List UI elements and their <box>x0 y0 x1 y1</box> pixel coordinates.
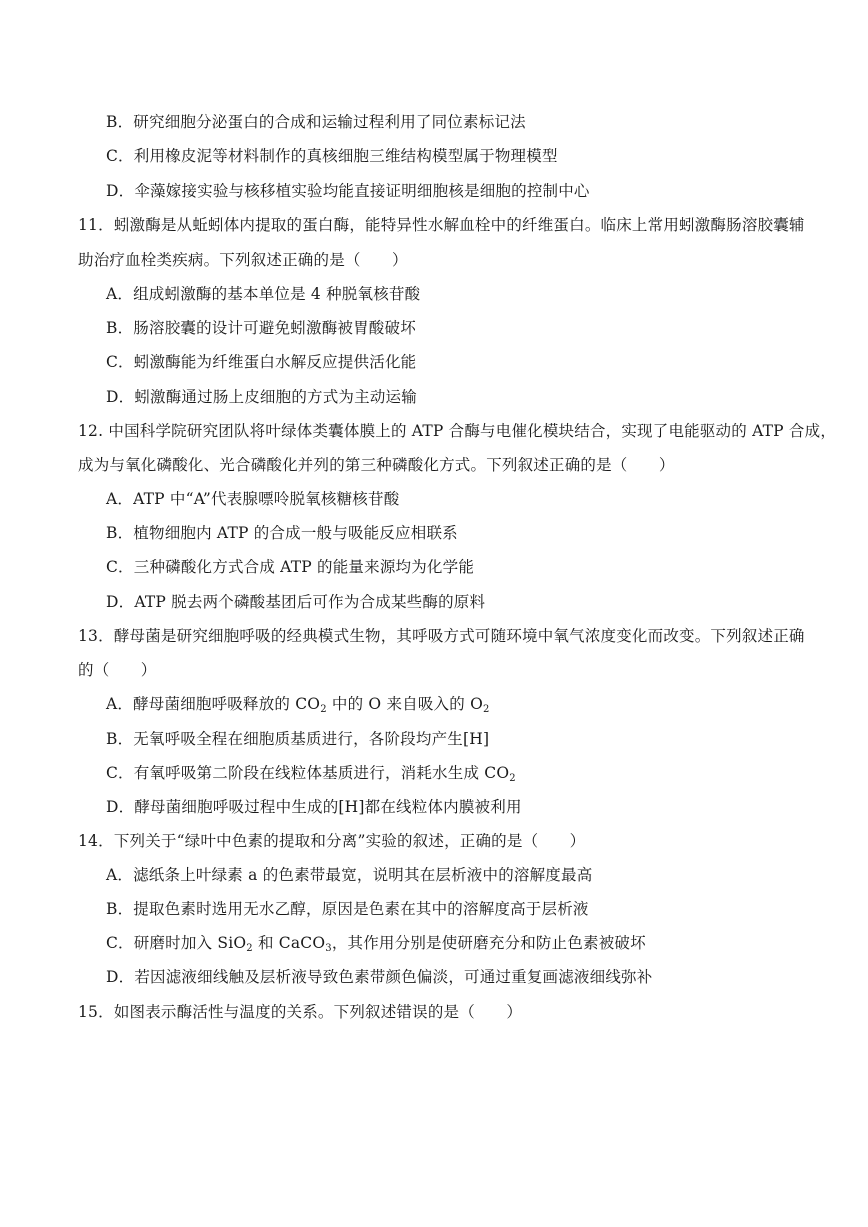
q12-option-c: C．三种磷酸化方式合成 ATP 的能量来源均为化学能 <box>106 558 475 576</box>
q14-option-b: B．提取色素时选用无水乙醇，原因是色素在其中的溶解度高于层析液 <box>106 900 589 918</box>
q12-option-d: D．ATP 脱去两个磷酸基团后可作为合成某些酶的原料 <box>106 593 486 611</box>
q11-option-c: C．蚓激酶能为纤维蛋白水解反应提供活化能 <box>106 353 417 371</box>
q13-option-b: B．无氧呼吸全程在细胞质基质进行，各阶段均产生[H] <box>106 730 490 748</box>
q10-option-d: D．伞藻嫁接实验与核移植实验均能直接证明细胞核是细胞的控制中心 <box>106 182 590 200</box>
q15-stem: 15．如图表示酶活性与温度的关系。下列叙述错误的是（ ） <box>78 1003 523 1021</box>
q11-option-a: A．组成蚓激酶的基本单位是 4 种脱氧核苷酸 <box>106 285 421 303</box>
q13-stem-line2: 的（ ） <box>78 661 157 679</box>
q10-option-c: C．利用橡皮泥等材料制作的真核细胞三维结构模型属于物理模型 <box>106 147 558 165</box>
q11-stem-line1: 11．蚓激酶是从蚯蚓体内提取的蛋白酶，能特异性水解血栓中的纤维蛋白。临床上常用蚓激酶肠溶胶囊辅 <box>78 216 805 234</box>
q12-stem-line2: 成为与氧化磷酸化、光合磷酸化并列的第三种磷酸化方式。下列叙述正确的是（ ） <box>78 456 675 474</box>
q13-option-c: C．有氧呼吸第二阶段在线粒体基质进行，消耗水生成 $CO_2$ <box>106 764 516 784</box>
q13-option-a: A．酵母菌细胞呼吸释放的 $CO_2$ 中的 O 来自吸入的 $O_2$ <box>106 695 490 715</box>
q12-stem-line1: 12. 中国科学院研究团队将叶绿体类囊体膜上的 ATP 合酶与电催化模块结合，实现了电能驱动的 ATP 合成， <box>78 422 837 440</box>
q14-option-d: D．若因滤液细线触及层析液导致色素带颜色偏淡，可通过重复画滤液细线弥补 <box>106 968 653 986</box>
q12-option-b: B．植物细胞内 ATP 的合成一般与吸能反应相联系 <box>106 524 458 542</box>
q14-option-a: A．滤纸条上叶绿素 a 的色素带最宽，说明其在层析液中的溶解度最高 <box>106 866 593 884</box>
q13-option-d: D．酵母菌细胞呼吸过程中生成的[H]都在线粒体内膜被利用 <box>106 798 522 816</box>
q11-option-d: D．蚓激酶通过肠上皮细胞的方式为主动运输 <box>106 388 417 406</box>
q13-stem-line1: 13．酵母菌是研究细胞呼吸的经典模式生物，其呼吸方式可随环境中氧气浓度变化而改变。下列叙述正确 <box>78 627 805 645</box>
q12-option-a: A．ATP 中“A”代表腺嘌呤脱氧核糖核苷酸 <box>106 490 400 508</box>
q11-option-b: B．肠溶胶囊的设计可避免蚓激酶被胃酸破坏 <box>106 319 416 337</box>
q14-stem: 14．下列关于“绿叶中色素的提取和分离”实验的叙述，正确的是（ ） <box>78 832 586 850</box>
q14-option-c: C．研磨时加入 SiO$_2$ 和 CaCO$_3$，其作用分别是使研磨充分和防止色素被破坏 <box>106 934 646 954</box>
q10-option-b: B．研究细胞分泌蛋白的合成和运输过程利用了同位素标记法 <box>106 113 526 131</box>
q11-stem-line2: 助治疗血栓类疾病。下列叙述正确的是（ ） <box>78 251 408 269</box>
